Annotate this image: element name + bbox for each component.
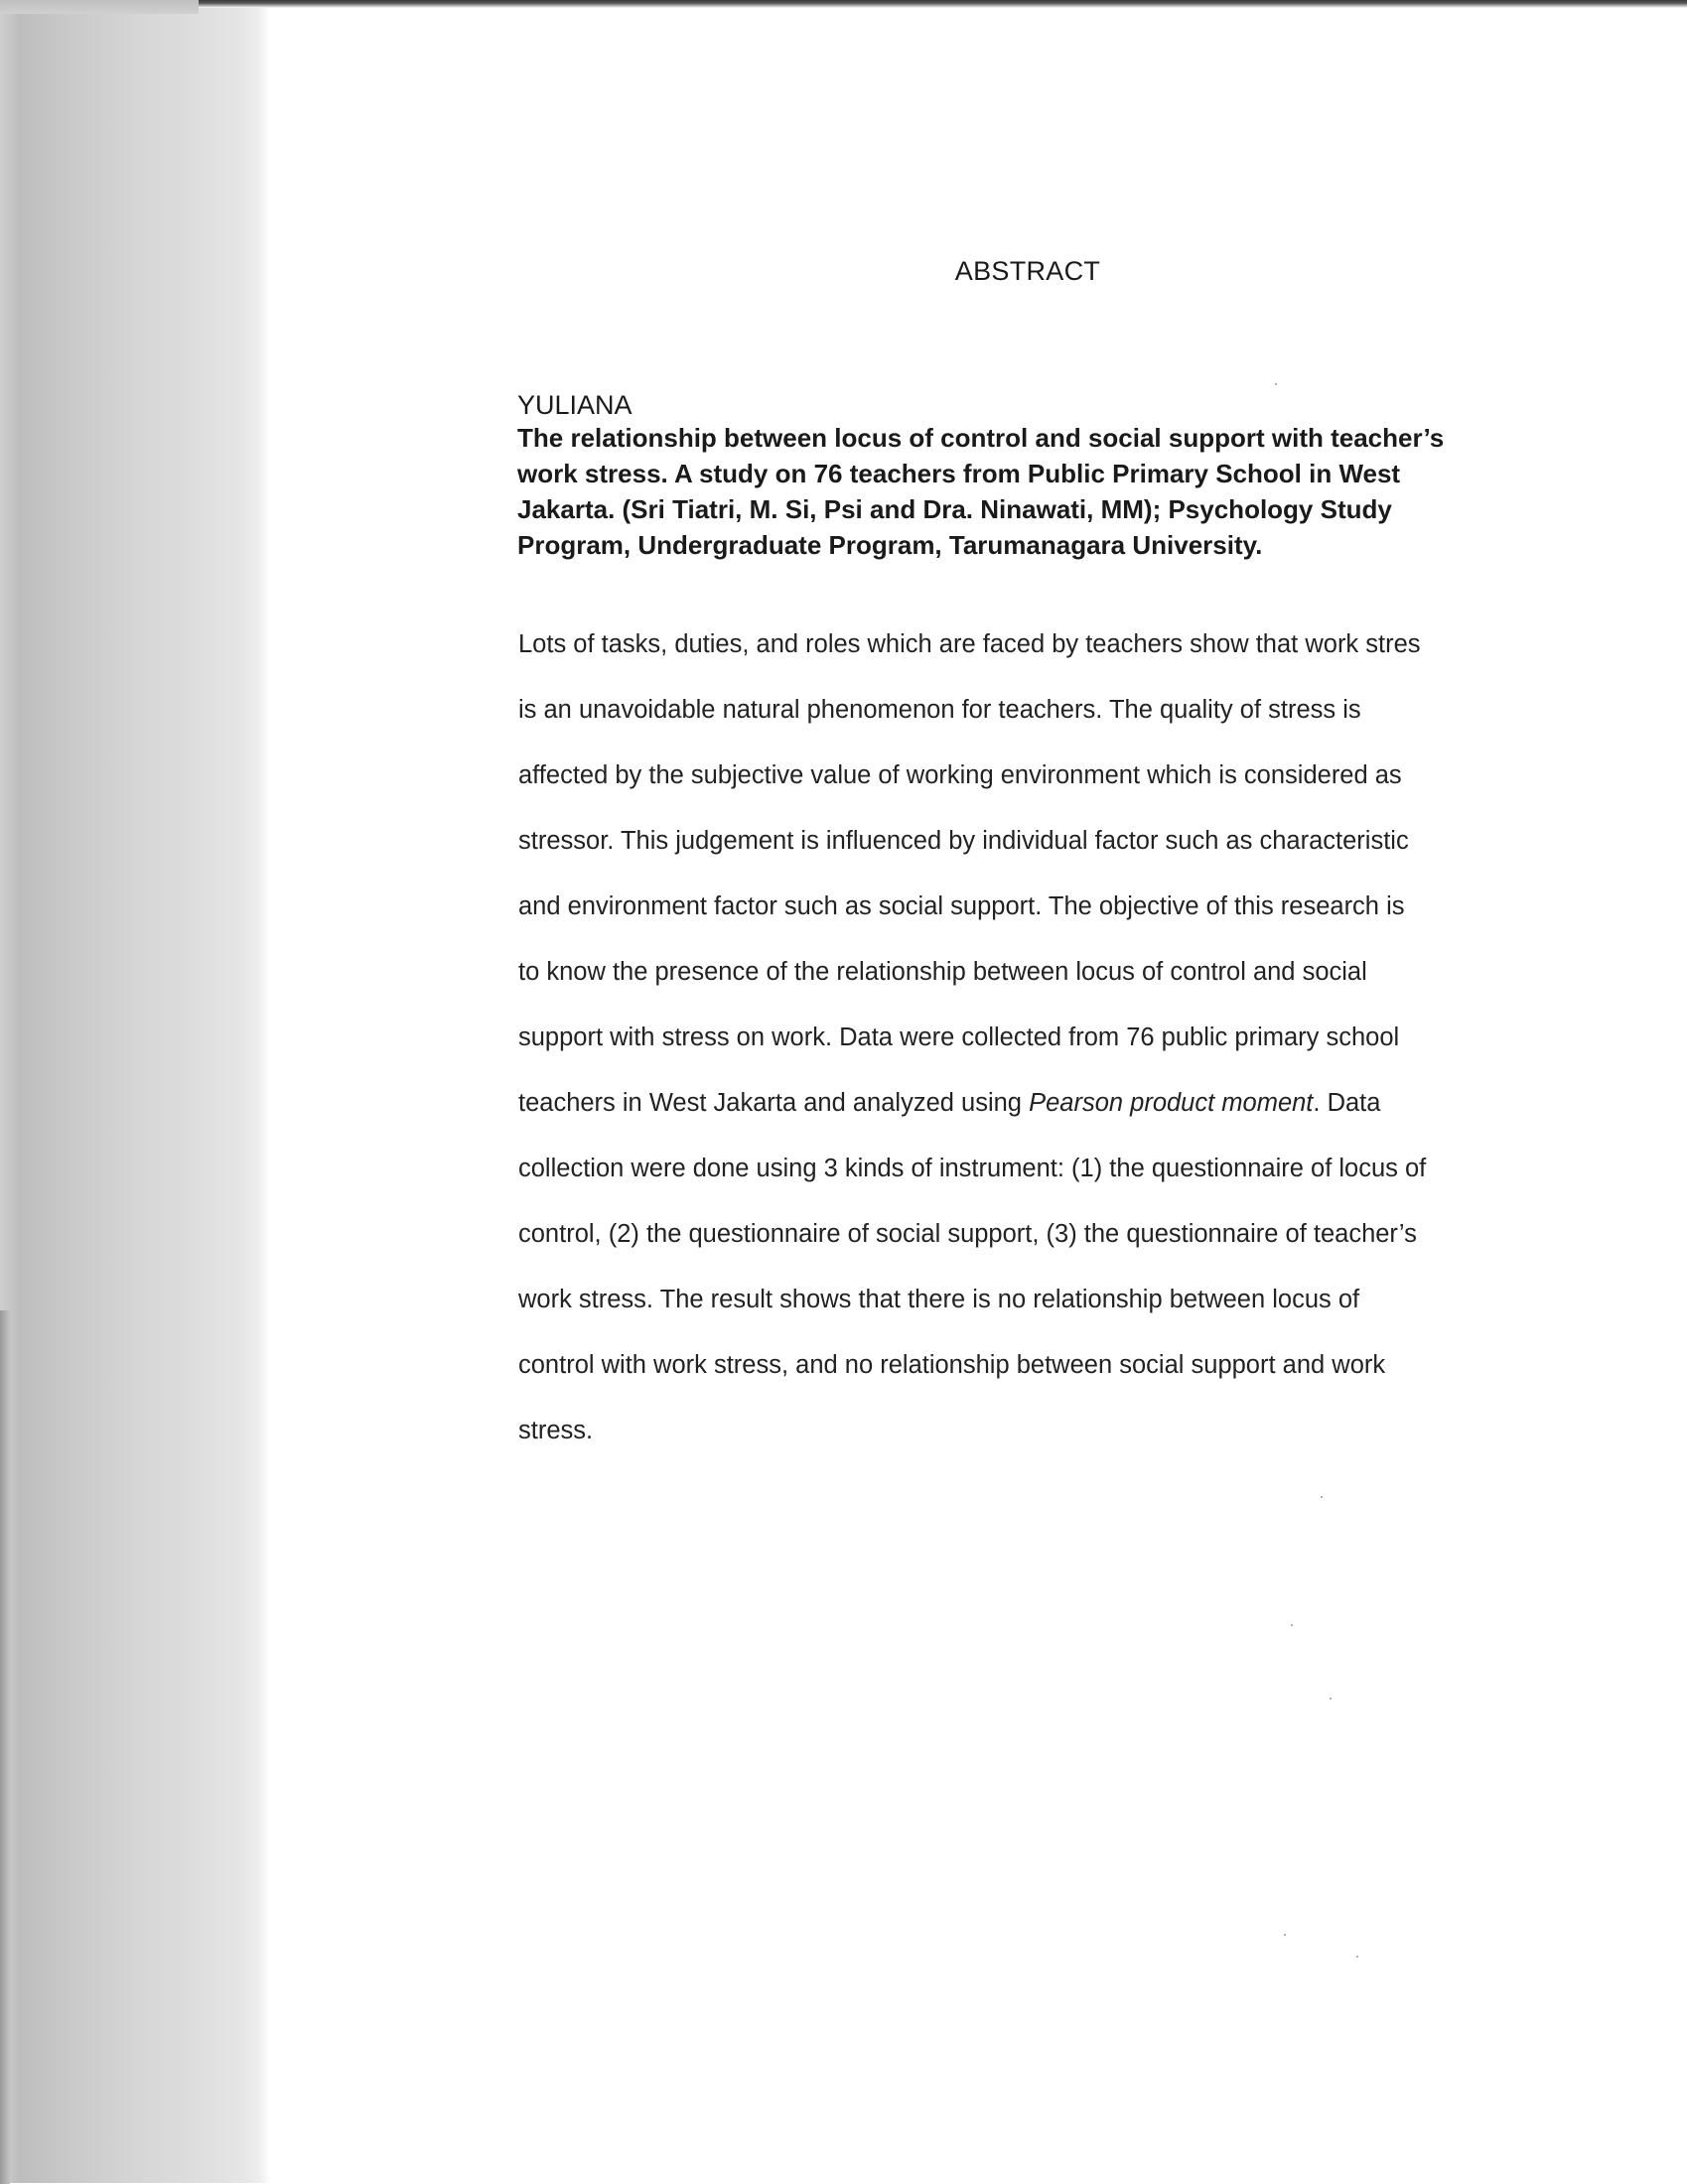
body-line: control, (2) the questionnaire of social support, (3) the questionnaire of teacher’s (518, 1220, 1417, 1248)
scan-speck (1275, 383, 1277, 385)
abstract-heading: ABSTRACT (954, 256, 1101, 286)
body-line: collection were done using 3 kinds of instrument: (1) the questionnaire of locus of (518, 1155, 1427, 1182)
body-line: is an unavoidable natural phenomenon for teachers. The quality of stress is (518, 696, 1361, 724)
abstract-body (518, 612, 1551, 1463)
scan-speck (1284, 1934, 1286, 1936)
body-line: work stress. The result shows that there is no relationship between locus of (518, 1286, 1360, 1313)
body-line: to know the presence of the relationship between locus of control and social (518, 958, 1367, 986)
scan-speck (1321, 1496, 1323, 1498)
method-name: Pearson product moment (1029, 1089, 1314, 1117)
body-line-with-method (518, 1070, 1551, 1136)
body-line: stress. (518, 1417, 594, 1444)
scan-speck (1356, 1956, 1358, 1958)
thesis-title-line: Program, Undergraduate Program, Tarumanagara University. (517, 530, 1263, 560)
thesis-title-line: Jakarta. (Sri Tiatri, M. Si, Psi and Dra. Ninawati, MM); Psychology Study (517, 494, 1392, 524)
body-line: Lots of tasks, duties, and roles which are faced by teachers show that work stres (518, 630, 1421, 658)
body-line: and environment factor such as social support. The objective of this research is (518, 892, 1405, 920)
scan-speck (1330, 1698, 1332, 1700)
author-name: YULIANA (517, 390, 633, 420)
thesis-title-line: work stress. A study on 76 teachers from Public Primary School in West (517, 459, 1401, 488)
body-text-fragment: teachers in West Jakarta and analyzed using (518, 1089, 1030, 1117)
body-line: control with work stress, and no relationship between social support and work (518, 1351, 1386, 1379)
body-text-fragment: . Data (1313, 1089, 1381, 1117)
thesis-title (517, 420, 1550, 563)
scan-speck (1291, 1624, 1293, 1626)
body-line: stressor. This judgement is influenced by individual factor such as characteristic (518, 827, 1409, 855)
body-line: affected by the subjective value of working environment which is considered as (518, 761, 1402, 789)
body-line: support with stress on work. Data were collected from 76 public primary school (518, 1024, 1400, 1051)
thesis-title-line: The relationship between locus of control and social support with teacher’s (517, 423, 1445, 453)
